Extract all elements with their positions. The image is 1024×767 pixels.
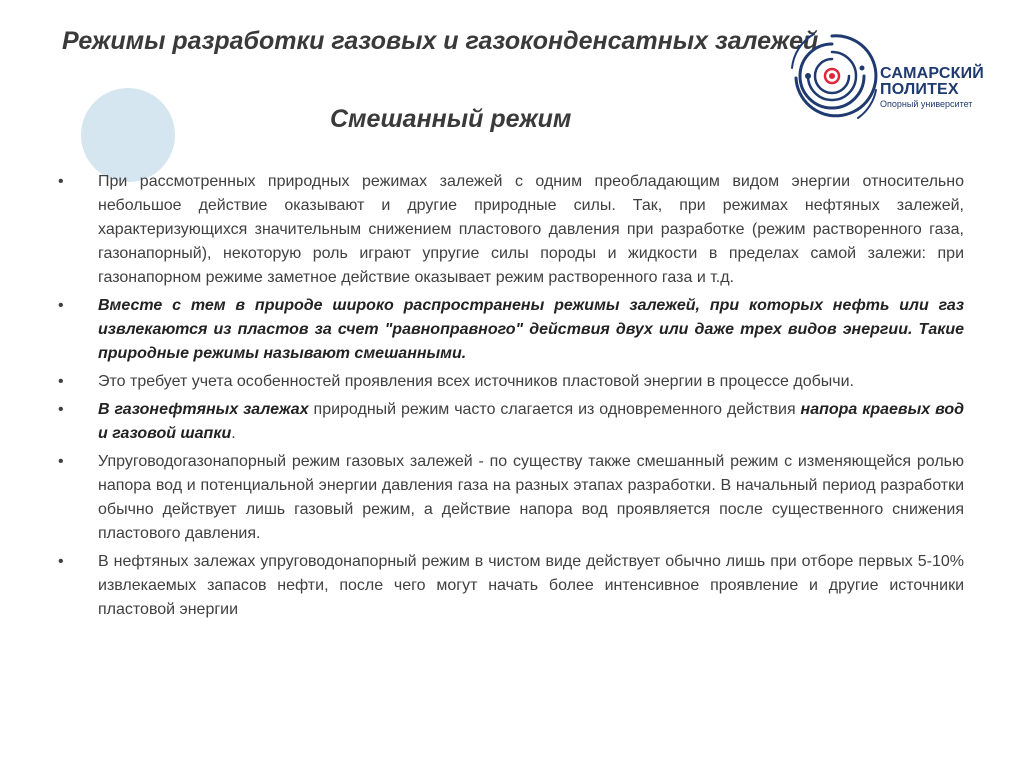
bullet-text-segment: природный режим часто слагается из одновременного действия <box>308 401 801 418</box>
bullet-text: Упруговодогазонапорный режим газовых залежей - по существу также смешанный режим с изменяющейся ролью напора вод и потенциальной энергии давления газа на разных этапах разработки. В начальный период разработки обычно действует лишь газовый режим, а действие напора вод проявляется после существенного снижения пластового давления. <box>98 453 964 542</box>
list-item <box>58 398 964 446</box>
bullet-marker: • <box>58 553 64 570</box>
bullet-marker: • <box>58 173 64 190</box>
bullet-marker: • <box>58 373 64 390</box>
bullet-text: Это требует учета особенностей проявления всех источников пластовой энергии в процессе добычи. <box>98 373 854 390</box>
bullet-marker: • <box>58 297 64 314</box>
logo-name-line2: ПОЛИТЕХ <box>880 81 959 98</box>
decorative-circle <box>81 88 175 182</box>
list-item <box>58 450 964 546</box>
university-logo <box>788 28 998 128</box>
logo-name-line1: САМАРСКИЙ <box>880 65 984 82</box>
slide-title: Режимы разработки газовых и газоконденсатных залежей <box>62 27 819 55</box>
logo-tagline: Опорный университет <box>880 99 973 109</box>
bullet-marker: • <box>58 401 64 418</box>
bullet-marker: • <box>58 453 64 470</box>
bullet-text-emphasis: Вместе с тем в природе широко распространены режимы залежей, при которых нефть или газ извлекаются из пластов за счет "равноправного" действия двух или даже трех видов энергии. Такие природные режимы называют смешанными. <box>98 297 964 362</box>
bullet-text: При рассмотренных природных режимах залежей с одним преобладающим видом энергии относительно небольшое действие оказывают и другие природные силы. Так, при режимах нефтяных залежей, характеризующихся значительным снижением пластового давления при разработке (режим растворенного газа, газонапорный), некоторую роль играют упругие силы породы и жидкости в пределах самой залежи: при газонапорном режиме заметное действие оказывает режим растворенного газа и т.д. <box>98 173 964 286</box>
bullet-text: В нефтяных залежах упруговодонапорный режим в чистом виде действует обычно лишь при отборе первых 5-10% извлекаемых запасов нефти, после чего могут начать более интенсивное проявление и другие источники пластовой энергии <box>98 553 964 618</box>
bullet-text <box>98 398 964 446</box>
bullet-emphasis: В газонефтяных залежах <box>98 401 309 418</box>
bullet-text-segment: . <box>231 425 236 442</box>
list-item <box>58 294 964 366</box>
list-item <box>58 170 964 290</box>
logo-wordmark <box>880 66 998 98</box>
list-item <box>58 550 964 622</box>
bullet-emphasis: напора краевых вод и газовой шапки <box>98 401 964 442</box>
list-item <box>58 370 964 394</box>
bullet-list <box>58 170 964 626</box>
slide-subtitle: Смешанный режим <box>330 105 572 133</box>
orbit-logo-icon <box>788 28 880 128</box>
